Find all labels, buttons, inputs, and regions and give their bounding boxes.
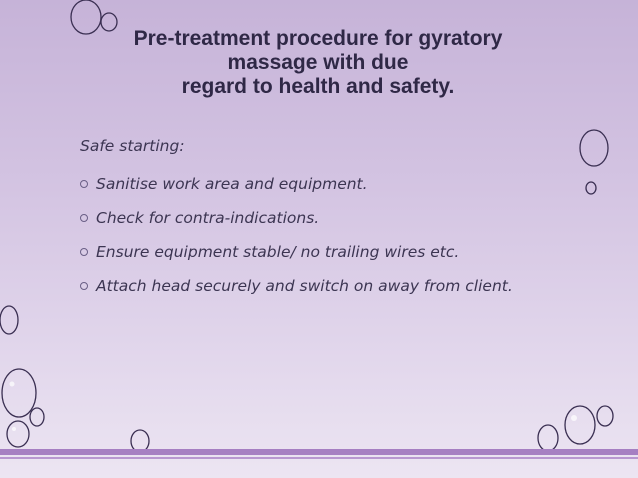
subheading: Safe starting: — [80, 137, 185, 155]
slide-title — [80, 27, 556, 99]
title-line: regard to health and safety. — [181, 75, 455, 98]
bubble-icon — [565, 406, 595, 444]
title-line: massage with due — [227, 51, 409, 74]
bubble-icon — [2, 369, 36, 417]
list-item-text: Sanitise work area and equipment. — [96, 175, 368, 193]
bubble-icon — [7, 421, 29, 447]
list-item-text: Check for contra-indications. — [96, 209, 320, 227]
list-item-text: Attach head securely and switch on away from client. — [96, 277, 513, 295]
footer-band — [0, 449, 638, 455]
bullet-icon — [80, 214, 88, 222]
bullet-icon — [80, 248, 88, 256]
bubble-icon — [597, 406, 613, 426]
bubble-icon — [0, 306, 18, 334]
title-line: Pre-treatment procedure for gyratory — [133, 27, 503, 50]
list-item — [80, 276, 520, 296]
list-item-text: Ensure equipment stable/ no trailing wires etc. — [96, 243, 460, 261]
bubble-icon — [580, 130, 608, 166]
slide-content — [80, 136, 520, 310]
bubble-icon — [538, 425, 558, 451]
footer-line — [0, 457, 638, 459]
bubble-icon — [586, 182, 596, 194]
bubble-icon — [30, 408, 44, 426]
list-item — [80, 174, 520, 194]
list-item — [80, 242, 520, 262]
bullet-icon — [80, 180, 88, 188]
bullet-icon — [80, 282, 88, 290]
list-item — [80, 208, 520, 228]
